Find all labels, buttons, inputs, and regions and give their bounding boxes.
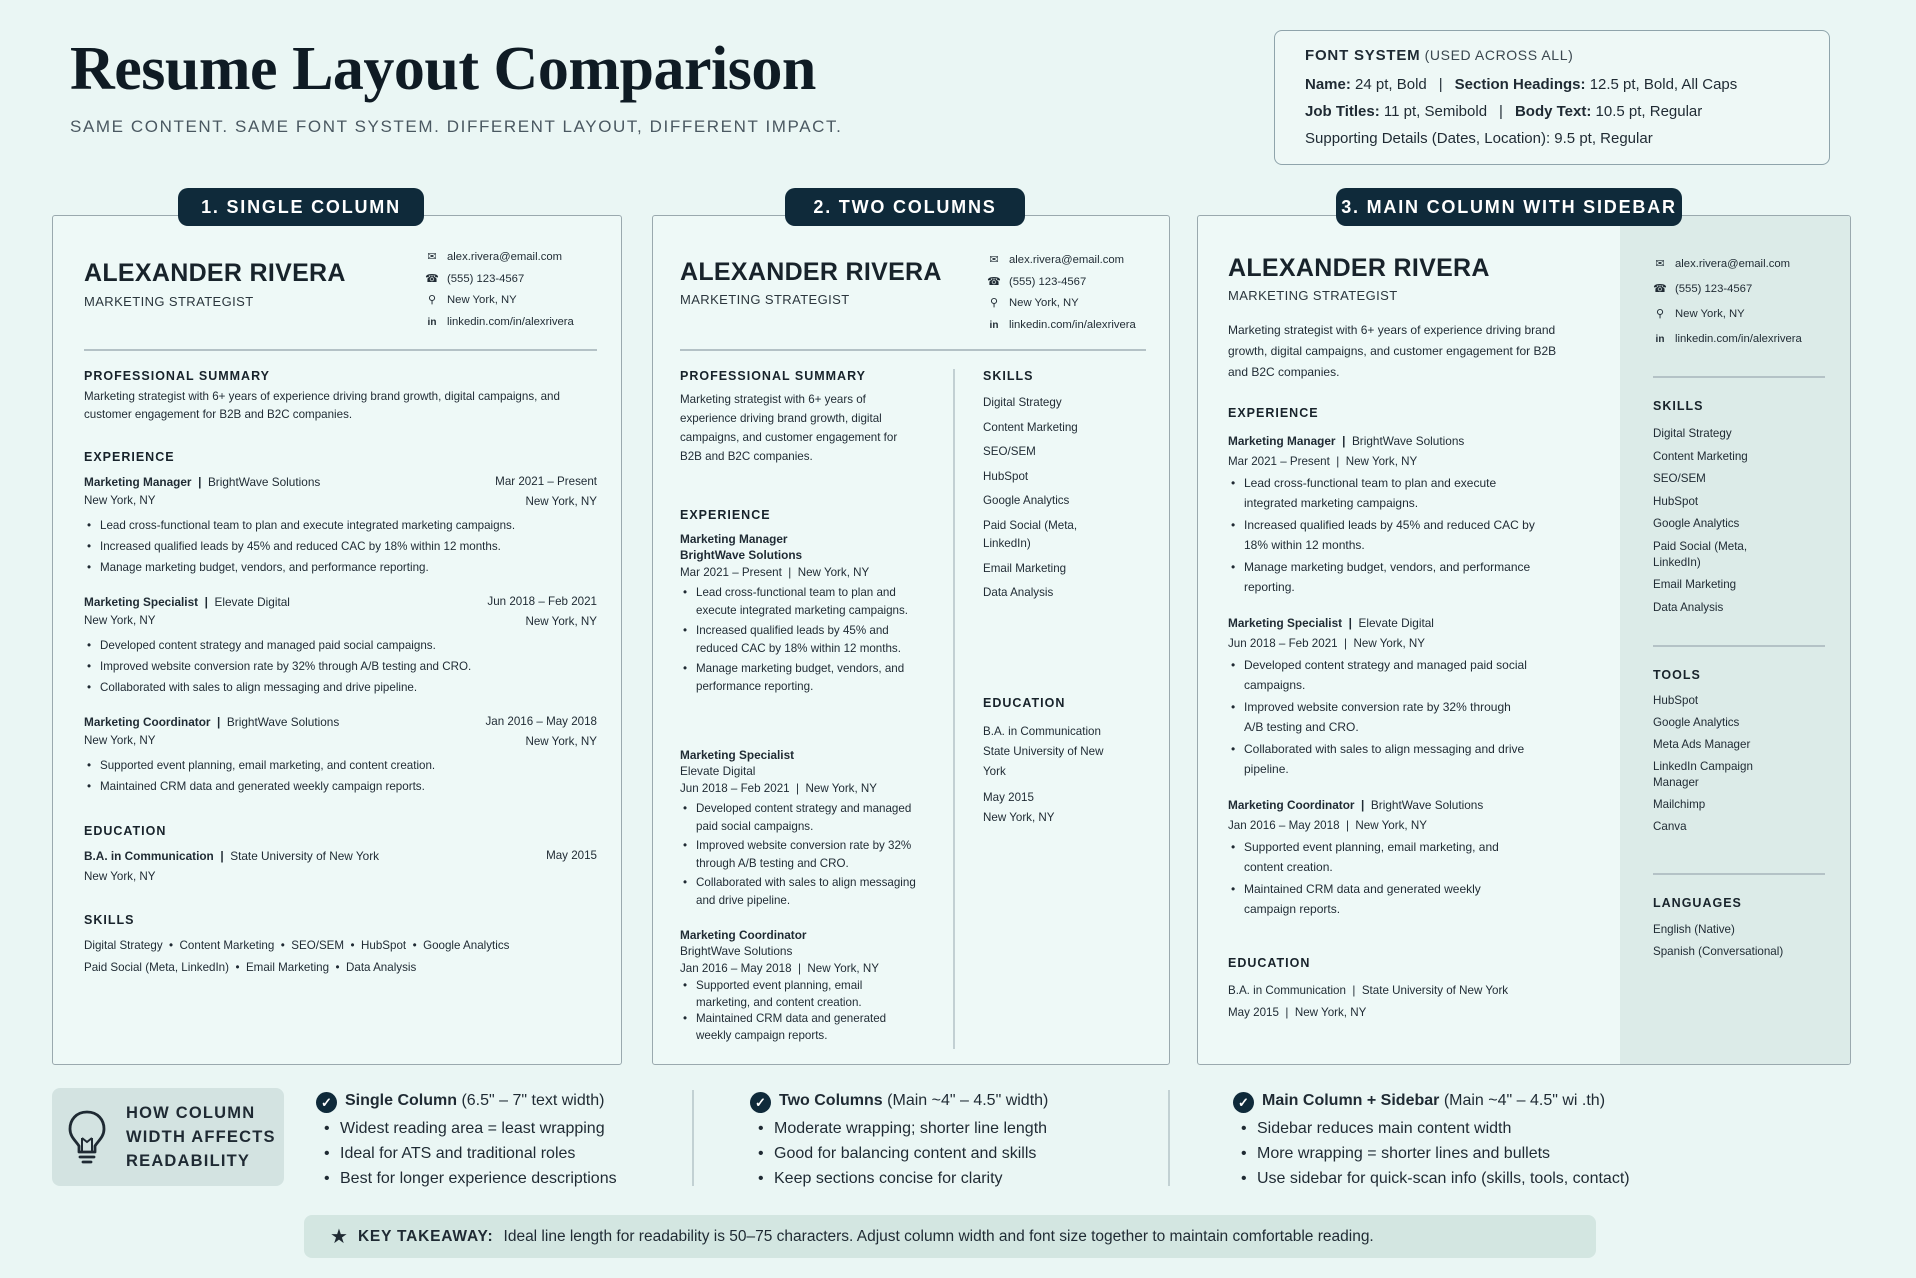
skill-item: SEO/SEM xyxy=(983,445,1036,458)
job-company: BrightWave Solutions xyxy=(680,944,793,958)
impact-item: • Best for longer experience descriptions xyxy=(316,1166,617,1191)
page-subtitle: SAME CONTENT. SAME FONT SYSTEM. DIFFERENT LAYOUT, DIFFERENT IMPACT. xyxy=(70,117,843,136)
skill-item: HubSpot xyxy=(983,469,1029,483)
linkedin-icon: in xyxy=(989,319,999,331)
body-spec: 10.5 pt, Regular xyxy=(1595,103,1703,120)
contact-block xyxy=(1653,252,1802,352)
impact-head: Single Column xyxy=(345,1092,457,1109)
impact-sub: (6.5" – 7" text width) xyxy=(461,1092,605,1109)
impact-list xyxy=(316,1116,617,1191)
resume-role: MARKETING STRATEGIST xyxy=(680,292,850,307)
job-location: New York, NY xyxy=(797,566,870,579)
experience-heading: EXPERIENCE xyxy=(84,450,175,464)
bullet: • Improved website conversion rate by 32% through A/B testing and CRO. xyxy=(84,656,597,677)
email-icon: ✉ xyxy=(1655,258,1665,270)
job-dates: Jan 2016 – May 2018 xyxy=(680,962,792,975)
grad-date: May 2015 xyxy=(546,849,597,862)
location-icon: ⚲ xyxy=(427,294,437,306)
education-heading: EDUCATION xyxy=(84,824,167,838)
impact-item: • Widest reading area = least wrapping xyxy=(316,1116,617,1141)
job-entry: Marketing Coordinator BrightWave Solutions Jan 2016 – May 2018 | New York, NY • Supported event planning, email marketing, and content creation. • Maintained CRM data and generated weekly campaign reports. xyxy=(680,928,942,1044)
phone-icon: ☎ xyxy=(1653,283,1667,295)
impact-item: • Keep sections concise for clarity xyxy=(750,1166,1048,1191)
tool-item: Meta Ads Manager xyxy=(1653,738,1751,751)
job-location-right: New York, NY xyxy=(525,495,597,508)
bullet: • Increased qualified leads by 45% and reduced CAC by 18% within 12 months. xyxy=(1228,516,1548,555)
contact-block xyxy=(425,247,574,333)
summary-text: Marketing strategist with 6+ years of experience driving brand growth, digital campaigns, and customer engagement for B2B and B2C companies. xyxy=(1228,323,1557,379)
bullet: • Lead cross-functional team to plan and execute integrated marketing campaigns. xyxy=(1228,474,1548,513)
key-takeaway-banner xyxy=(304,1215,1596,1258)
skill-item: Content Marketing xyxy=(1653,449,1748,463)
job-location: New York, NY xyxy=(1345,455,1418,468)
job-dates: Mar 2021 – Present xyxy=(495,475,597,488)
tool-item: Mailchimp xyxy=(1653,798,1706,811)
job-dates: Mar 2021 – Present xyxy=(1228,455,1330,468)
summary-text: Marketing strategist with 6+ years of experience driving brand growth, digital campaigns, and customer engagement for B2B and B2C companies. xyxy=(680,393,898,463)
bullet: • Collaborated with sales to align messaging and drive pipeline. xyxy=(680,874,916,909)
phone-text: (555) 123-4567 xyxy=(1009,275,1087,288)
impact-item: • Sidebar reduces main content width xyxy=(1233,1116,1630,1141)
summary-text: Marketing strategist with 6+ years of experience driving brand growth, digital campaigns, and customer engagement for B2B and B2C companies. xyxy=(84,390,560,421)
skill-item: Paid Social (Meta, LinkedIn) xyxy=(1653,539,1748,569)
skill-item: Email Marketing xyxy=(983,561,1067,575)
job-bullets xyxy=(84,635,597,698)
job-entry: Marketing Manager BrightWave Solutions Mar 2021 – Present | New York, NY • Lead cross-functional team to plan and execute integrated marketing campaigns. • Increased qualified leads by 45% and reduced CAC by 18% within 12 months. • Manage marketing budget, vendors, and performance reporting. xyxy=(680,532,942,695)
job-location-right: New York, NY xyxy=(525,735,597,748)
degree: B.A. in Communication xyxy=(84,849,214,863)
linkedin-text: linkedin.com/in/alexrivera xyxy=(1009,318,1136,331)
job-title: Marketing Specialist xyxy=(84,595,199,609)
job-bullets xyxy=(680,978,916,1044)
job-bullets xyxy=(1228,474,1548,597)
job-bullets xyxy=(680,800,916,909)
impact-head: Main Column + Sidebar xyxy=(1262,1092,1440,1109)
layout-header-two: 2. TWO COLUMNS xyxy=(785,188,1025,226)
skill-item: Email Marketing xyxy=(1653,578,1737,591)
name-spec: 24 pt, Bold xyxy=(1355,76,1427,93)
bullet: • Increased qualified leads by 45% and reduced CAC by 18% within 12 months. xyxy=(84,536,597,557)
tool-item: Canva xyxy=(1653,820,1687,833)
resume-main-sidebar xyxy=(1197,215,1851,1065)
impact-list xyxy=(1233,1116,1630,1191)
section-spec: 12.5 pt, Bold, All Caps xyxy=(1589,76,1738,93)
bullet: • Maintained CRM data and generated weekly campaign reports. xyxy=(680,1011,916,1044)
languages-list xyxy=(1653,922,1823,960)
font-system-box: FONT SYSTEM (USED ACROSS ALL) Name: 24 pt, Bold | Section Headings: 12.5 pt, Bold, All Caps Job Titles: 11 pt, Semibold | Body Text: 10.5 pt, Regular Supporting Details (Dates, Location): 9.5 pt, Regular xyxy=(1274,30,1830,165)
grad-line: May 2015 | New York, NY xyxy=(1228,1006,1367,1019)
skills-list xyxy=(983,394,1103,603)
divider xyxy=(1653,873,1825,875)
bullet: • Manage marketing budget, vendors, and performance reporting. xyxy=(1228,558,1548,597)
tool-item: Google Analytics xyxy=(1653,716,1740,729)
supporting-spec: Supporting Details (Dates, Location): 9.5 pt, Regular xyxy=(1305,130,1653,147)
job-dates: Mar 2021 – Present xyxy=(680,566,782,579)
linkedin-icon: in xyxy=(427,316,437,328)
location-text: New York, NY xyxy=(447,294,517,306)
degree: B.A. in Communication xyxy=(983,725,1101,738)
impact-head: Two Columns xyxy=(779,1092,883,1109)
bullet: • Increased qualified leads by 45% and reduced CAC by 18% within 12 months. xyxy=(680,622,916,657)
school-location: New York, NY xyxy=(983,811,1055,824)
summary-heading: PROFESSIONAL SUMMARY xyxy=(680,369,866,383)
skills-heading: SKILLS xyxy=(983,369,1034,383)
language-item: Spanish (Conversational) xyxy=(1653,945,1784,958)
check-icon: ✓ xyxy=(750,1092,771,1113)
experience-heading: EXPERIENCE xyxy=(680,508,771,522)
job-title: Marketing Manager xyxy=(680,532,788,546)
resume-two-columns xyxy=(652,215,1170,1065)
job-title: Marketing Manager xyxy=(84,475,192,489)
degree: B.A. in Communication xyxy=(1228,984,1346,997)
location-icon: ⚲ xyxy=(989,297,999,309)
resume-single-column xyxy=(52,215,622,1065)
job-entry: Marketing Coordinator | BrightWave Solutions Jan 2016 – May 2018 | New York, NY • Supported event planning, email marketing, and content creation. • Maintained CRM data and generated weekly campaign reports. xyxy=(1228,798,1588,919)
impact-sub: (Main ~4" – 4.5" wi .th) xyxy=(1443,1092,1606,1109)
divider xyxy=(1653,376,1825,378)
location-text: New York, NY xyxy=(1675,308,1745,320)
phone-text: (555) 123-4567 xyxy=(447,272,525,285)
degree-line: B.A. in Communication | State University of New York xyxy=(1228,984,1509,997)
school-location: New York, NY xyxy=(84,870,156,883)
job-title: Marketing Coordinator xyxy=(680,928,807,942)
languages-heading: LANGUAGES xyxy=(1653,896,1742,910)
job-entry: Marketing Specialist | Elevate Digital Jun 2018 – Feb 2021 | New York, NY • Developed content strategy and managed paid social campaigns. • Improved website conversion rate by 32% through A/B testing and CRO. • Collaborated with sales to align messaging and drive pipeline. xyxy=(1228,616,1588,779)
impact-item: • Use sidebar for quick-scan info (skills, tools, contact) xyxy=(1233,1166,1630,1191)
skill-item: HubSpot xyxy=(1653,494,1699,508)
skill-item: Google Analytics xyxy=(1653,517,1740,530)
job-bullets xyxy=(1228,838,1528,919)
job-dates: Jun 2018 – Feb 2021 xyxy=(487,595,597,608)
column-divider xyxy=(953,369,955,1049)
job-title: Marketing Manager xyxy=(1228,434,1336,448)
job-entry: Marketing Specialist | Elevate Digital Jun 2018 – Feb 2021 New York, NY New York, NY • Developed content strategy and managed paid social campaigns. • Improved website conversion rate by 32% through A/B testing and CRO. • Collaborated with sales to align messaging and drive pipeline. xyxy=(84,595,597,698)
job-bullets xyxy=(680,584,916,695)
bullet: • Lead cross-functional team to plan and execute integrated marketing campaigns. xyxy=(680,584,916,619)
bullet: • Developed content strategy and managed paid social campaigns. xyxy=(680,800,916,835)
impact-sub: (Main ~4" – 4.5" width) xyxy=(887,1092,1049,1109)
separator xyxy=(692,1090,694,1186)
divider xyxy=(84,349,597,351)
bullet: • Improved website conversion rate by 32% through A/B testing and CRO. xyxy=(680,837,916,872)
email-text: alex.rivera@email.com xyxy=(1009,254,1125,266)
bullet: • Developed content strategy and managed paid social campaigns. xyxy=(84,635,597,656)
phone-icon: ☎ xyxy=(425,272,439,285)
job-location: New York, NY xyxy=(805,782,878,795)
school: State University of New York xyxy=(983,745,1104,778)
job-location: New York, NY xyxy=(84,494,156,507)
education-heading: EDUCATION xyxy=(1228,956,1311,970)
phone-text: (555) 123-4567 xyxy=(1675,283,1753,295)
section-label: Section Headings: xyxy=(1454,76,1586,93)
job-title: Marketing Coordinator xyxy=(84,715,211,729)
job-title: Marketing Specialist xyxy=(680,748,795,762)
bullet: • Manage marketing budget, vendors, and performance reporting. xyxy=(84,557,597,578)
job-dates: Jun 2018 – Feb 2021 xyxy=(1228,637,1338,650)
resume-role: MARKETING STRATEGIST xyxy=(1228,288,1398,303)
job-company: Elevate Digital xyxy=(1358,616,1434,630)
resume-name: ALEXANDER RIVERA xyxy=(1228,254,1490,282)
job-location-right: New York, NY xyxy=(525,615,597,628)
bullet: • Supported event planning, email marketing, and content creation. xyxy=(1228,838,1528,877)
impact-list xyxy=(750,1116,1048,1191)
font-system-note: (USED ACROSS ALL) xyxy=(1424,47,1574,63)
job-entry: Marketing Coordinator | BrightWave Solutions Jan 2016 – May 2018 New York, NY New York, NY • Supported event planning, email marketing, and content creation. • Maintained CRM data and generated weekly campaign reports. xyxy=(84,715,597,797)
job-bullets xyxy=(84,755,597,797)
impact-two xyxy=(750,1092,1048,1191)
legend-text: HOW COLUMN WIDTH AFFECTS READABILITY xyxy=(126,1104,276,1170)
layout-header-single: 1. SINGLE COLUMN xyxy=(178,188,424,226)
bullet: • Lead cross-functional team to plan and execute integrated marketing campaigns. xyxy=(84,515,597,536)
linkedin-text: linkedin.com/in/alexrivera xyxy=(1675,333,1802,345)
job-location: New York, NY xyxy=(1353,637,1426,650)
job-company: Elevate Digital xyxy=(214,595,290,609)
skill-item: Paid Social (Meta, LinkedIn) xyxy=(983,518,1078,550)
job-company: BrightWave Solutions xyxy=(1370,798,1484,812)
skill-item: Google Analytics xyxy=(983,494,1070,507)
job-dates: Jun 2018 – Feb 2021 xyxy=(680,782,790,795)
email-icon: ✉ xyxy=(427,251,437,263)
skill-item: Digital Strategy xyxy=(1653,427,1732,440)
skills-heading: SKILLS xyxy=(1653,399,1704,413)
layout-header-sidebar: 3. MAIN COLUMN WITH SIDEBAR xyxy=(1336,188,1682,226)
job-spec: 11 pt, Semibold xyxy=(1383,103,1488,120)
skills-list xyxy=(1653,426,1793,616)
email-text: alex.rivera@email.com xyxy=(1675,258,1791,270)
job-title: Marketing Specialist xyxy=(1228,616,1343,630)
skill-item: Content Marketing xyxy=(983,420,1078,434)
name-label: Name: xyxy=(1305,76,1351,93)
school: State University of New York xyxy=(1361,984,1509,997)
job-location: New York, NY xyxy=(807,962,879,975)
linkedin-text: linkedin.com/in/alexrivera xyxy=(447,315,574,328)
contact-block xyxy=(987,250,1136,336)
location-text: New York, NY xyxy=(1009,297,1079,309)
skills-line: Digital Strategy • Content Marketing • SEO/SEM • HubSpot • Google Analytics xyxy=(84,939,510,952)
job-bullets xyxy=(84,515,597,578)
divider xyxy=(680,349,1146,351)
bullet: • Manage marketing budget, vendors, and performance reporting. xyxy=(680,660,916,695)
location-icon: ⚲ xyxy=(1655,308,1665,320)
page-title: Resume Layout Comparison xyxy=(70,35,816,103)
lightbulb-icon xyxy=(66,1108,108,1166)
bullet: • Improved website conversion rate by 32% through A/B testing and CRO. xyxy=(1228,698,1528,737)
resume-name: ALEXANDER RIVERA xyxy=(680,258,942,286)
skill-item: Digital Strategy xyxy=(983,396,1062,409)
job-location: New York, NY xyxy=(84,614,156,627)
impact-item: • Moderate wrapping; shorter line length xyxy=(750,1116,1048,1141)
job-entry: Marketing Manager | BrightWave Solutions Mar 2021 – Present | New York, NY • Lead cross-functional team to plan and execute integrated marketing campaigns. • Increased qualified leads by 45% and reduced CAC by 18% within 12 months. • Manage marketing budget, vendors, and performance reporting. xyxy=(1228,434,1588,597)
takeaway-label: KEY TAKEAWAY: xyxy=(357,1227,494,1245)
phone-icon: ☎ xyxy=(987,275,1001,288)
impact-item: • Good for balancing content and skills xyxy=(750,1141,1048,1166)
email-icon: ✉ xyxy=(989,254,999,266)
check-icon: ✓ xyxy=(1233,1092,1254,1113)
summary-heading: PROFESSIONAL SUMMARY xyxy=(84,369,270,383)
body-label: Body Text: xyxy=(1514,103,1592,120)
takeaway-text: Ideal line length for readability is 50–75 characters. Adjust column width and font size together to maintain comfortable reading. xyxy=(503,1227,1374,1245)
bullet: • Collaborated with sales to align messaging and drive pipeline. xyxy=(1228,740,1528,779)
job-entry: Marketing Specialist Elevate Digital Jun 2018 – Feb 2021 | New York, NY • Developed content strategy and managed paid social campaigns. • Improved website conversion rate by 32% through A/B testing and CRO. • Collaborated with sales to align messaging and drive pipeline. xyxy=(680,748,942,909)
tools-heading: TOOLS xyxy=(1653,668,1701,682)
impact-item: • Ideal for ATS and traditional roles xyxy=(316,1141,617,1166)
job-company: Elevate Digital xyxy=(680,764,756,778)
job-location: New York, NY xyxy=(84,734,156,747)
skill-item: Data Analysis xyxy=(983,586,1054,599)
skill-item: SEO/SEM xyxy=(1653,472,1706,485)
skill-item: Data Analysis xyxy=(1653,600,1724,614)
separator xyxy=(1168,1090,1170,1186)
tools-list xyxy=(1653,693,1793,835)
grad-date: May 2015 xyxy=(983,791,1034,804)
impact-single xyxy=(316,1092,617,1191)
job-dates: Jan 2016 – May 2018 xyxy=(485,715,597,728)
experience-heading: EXPERIENCE xyxy=(1228,406,1319,420)
linkedin-icon: in xyxy=(1655,334,1665,345)
tool-item: LinkedIn Campaign Manager xyxy=(1653,760,1753,789)
star-icon: ★ xyxy=(330,1226,348,1248)
job-bullets xyxy=(1228,656,1528,779)
font-system-heading: FONT SYSTEM xyxy=(1305,47,1421,64)
bullet: • Supported event planning, email marketing, and content creation. xyxy=(84,755,597,776)
job-company: BrightWave Solutions xyxy=(226,715,340,729)
resume-role: MARKETING STRATEGIST xyxy=(84,294,254,309)
bullet: • Developed content strategy and managed paid social campaigns. xyxy=(1228,656,1528,695)
readability-legend xyxy=(52,1088,284,1186)
bullet: • Maintained CRM data and generated weekly campaign reports. xyxy=(1228,880,1528,919)
grad-date: May 2015 xyxy=(1228,1006,1279,1019)
education-block xyxy=(983,722,1113,828)
job-company: BrightWave Solutions xyxy=(207,475,321,489)
impact-item: • More wrapping = shorter lines and bullets xyxy=(1233,1141,1630,1166)
school: State University of New York xyxy=(230,849,380,863)
education-heading: EDUCATION xyxy=(983,696,1066,710)
email-text: alex.rivera@email.com xyxy=(447,251,563,263)
divider xyxy=(1653,645,1825,647)
impact-sidebar xyxy=(1233,1092,1630,1191)
job-company: BrightWave Solutions xyxy=(1351,434,1465,448)
job-label: Job Titles: xyxy=(1305,103,1380,120)
skills-line: Paid Social (Meta, LinkedIn) • Email Marketing • Data Analysis xyxy=(84,961,417,974)
resume-name: ALEXANDER RIVERA xyxy=(84,259,346,287)
degree-line: B.A. in Communication | State University of New York xyxy=(84,849,380,863)
check-icon: ✓ xyxy=(316,1092,337,1113)
job-entry: Marketing Manager | BrightWave Solutions Mar 2021 – Present New York, NY New York, NY • Lead cross-functional team to plan and execute integrated marketing campaigns. • Increased qualified leads by 45% and reduced CAC by 18% within 12 months. • Manage marketing budget, vendors, and performance reporting. xyxy=(84,475,597,578)
job-title: Marketing Coordinator xyxy=(1228,798,1355,812)
bullet: • Supported event planning, email marketing, and content creation. xyxy=(680,978,916,1011)
language-item: English (Native) xyxy=(1653,923,1735,936)
job-company: BrightWave Solutions xyxy=(680,548,803,562)
bullet: • Collaborated with sales to align messaging and drive pipeline. xyxy=(84,677,597,698)
tool-item: HubSpot xyxy=(1653,694,1699,707)
skills-heading: SKILLS xyxy=(84,913,135,927)
bullet: • Maintained CRM data and generated weekly campaign reports. xyxy=(84,776,597,797)
job-dates: Jan 2016 – May 2018 xyxy=(1228,819,1340,832)
job-location: New York, NY xyxy=(1355,819,1427,832)
school-location: New York, NY xyxy=(1294,1006,1367,1019)
